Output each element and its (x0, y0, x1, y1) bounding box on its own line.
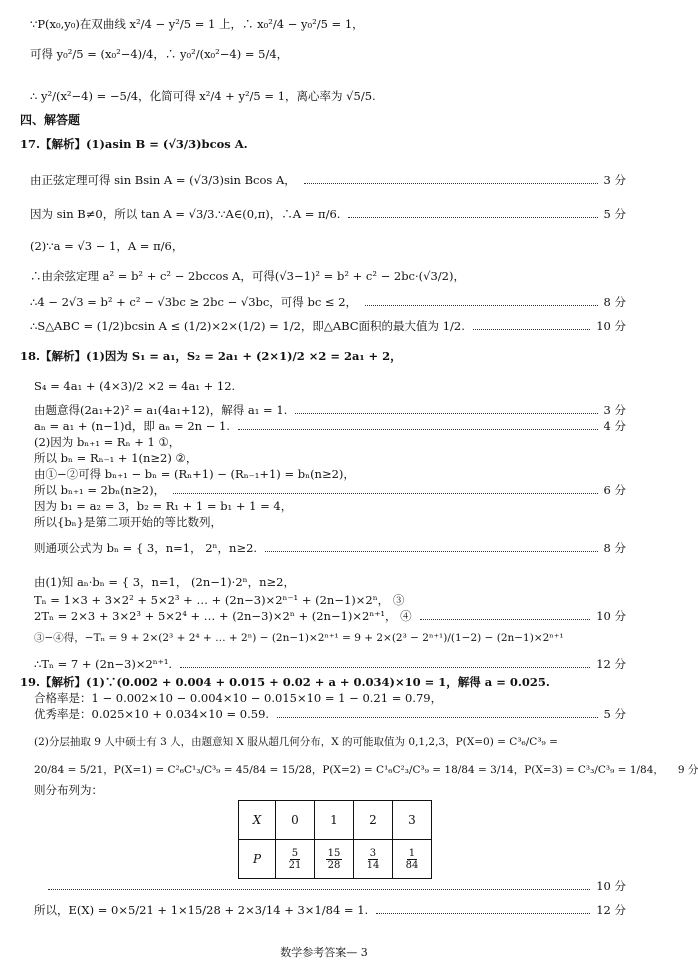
q19-probabilities: 20/84 = 5/21，P(X=1) = C²₆C¹₃/C³₉ = 45/84 = 15/28，P(X=2) = C¹₆C²₃/C³₉ = 18/84 = 3/14，P(X=3) = C³₃/C³₉ = 1/84， (34, 764, 664, 776)
x-header-cell: X (239, 801, 276, 840)
q19-line-6: 则分布列为： (34, 783, 103, 797)
q17-max-area: ∴S△ABC = (1/2)bcsin A ≤ (1/2)×2×(1/2) = 1/2，即△ABC面积的最大值为 1/2. (30, 319, 465, 333)
q19-line-7 (34, 902, 626, 918)
q19-line-1 (20, 674, 626, 690)
score-label: 8 分 (603, 295, 626, 309)
q19-expectation: 所以，E(X) = 0×5/21 + 1×15/28 + 2×3/14 + 3×1/84 = 1. (34, 903, 369, 917)
dot-leader (48, 888, 590, 890)
dot-leader (304, 182, 598, 184)
dot-leader (420, 618, 591, 620)
q18-line-14 (34, 608, 626, 624)
line-eccentricity: ∴ y²/(x²−4) = −5/4，化简可得 x²/4 + y²/5 = 1，离心率为 √5/5. (30, 89, 376, 103)
dot-leader (473, 328, 590, 330)
q18-line-3 (34, 402, 626, 418)
q17-statement: 17.【解析】(1)asin B = (√3/3)bcos A. (20, 137, 248, 151)
q18-line-5: (2)因为 bₙ₊₁ = Rₙ + 1 ①， (34, 435, 181, 449)
p-denominator: 21 (288, 859, 302, 871)
q18-line-2: S₄ = 4a₁ + (4×3)/2 ×2 = 4a₁ + 12. (34, 379, 236, 393)
q19-line-2: 合格率是：1 − 0.002×10 − 0.004×10 − 0.015×10 = 1 − 0.21 = 0.79， (34, 691, 443, 705)
section-title: 四、解答题 (20, 113, 81, 127)
q17-line-5: ∴由余弦定理 a² = b² + c² − 2bccos A，可得(√3−1)² = b² + c² − 2bc·(√3/2)， (30, 269, 465, 283)
x-value-cell: 2 (354, 801, 393, 840)
q18-tn-result: ∴Tₙ = 7 + (2n−3)×2ⁿ⁺¹. (34, 657, 173, 671)
q18-line-16 (34, 656, 626, 672)
table-row (239, 840, 432, 879)
score-label: 6 分 (603, 483, 626, 497)
q17-sine-law: 由正弦定理可得 sin Bsin A = (√3/3)sin Bcos A， (30, 173, 296, 187)
dot-leader (173, 492, 597, 494)
score-label: 12 分 (596, 657, 626, 671)
q18-2tn: 2Tₙ = 2×3 + 3×2³ + 5×2⁴ + … + (2n−3)×2ⁿ + (2n−1)×2ⁿ⁺¹， ④ (34, 609, 412, 623)
q18-line-13: Tₙ = 1×3 + 3×2² + 5×2³ + … + (2n−3)×2ⁿ⁻¹ + (2n−1)×2ⁿ， ③ (34, 593, 405, 607)
q18-bn-formula: 则通项公式为 bₙ = { 3，n=1， 2ⁿ，n≥2. (34, 541, 258, 555)
dot-leader (365, 304, 597, 306)
q18-line-10: 所以{bₙ}是第二项开始的等比数列， (34, 515, 222, 529)
p-value-cell (315, 840, 354, 879)
q18-statement: 18.【解析】(1)因为 S₁ = a₁，S₂ = 2a₁ + (2×1)/2 ×2 = 2a₁ + 2， (20, 349, 402, 363)
score-label: 3 分 (603, 173, 626, 187)
q17-line-4: (2)∵a = √3 − 1，A = π/6， (30, 239, 184, 253)
dot-leader (295, 412, 597, 414)
q17-inequality: ∴4 − 2√3 = b² + c² − √3bc ≥ 2bc − √3bc，可得 bc ≤ 2， (30, 295, 358, 309)
x-value-cell: 1 (315, 801, 354, 840)
dot-leader (277, 716, 597, 718)
score-label: 5 分 (603, 207, 626, 221)
score-label: 9 分 (677, 764, 698, 776)
q19-excellent-rate: 优秀率是：0.025×10 + 0.034×10 = 0.59. (34, 707, 270, 721)
dot-leader (238, 428, 598, 430)
p-value-cell (354, 840, 393, 879)
q18-recurrence: 所以 bₙ₊₁ = 2bₙ(n≥2)， (34, 483, 166, 497)
x-value-cell: 3 (393, 801, 432, 840)
p-numerator: 1 (408, 847, 416, 859)
score-label: 8 分 (603, 541, 626, 555)
dot-leader (376, 912, 590, 914)
q18-solve-a1: 由题意得(2a₁+2)² = a₁(4a₁+12)，解得 a₁ = 1. (34, 403, 288, 417)
p-denominator: 84 (405, 859, 419, 871)
q19-table-score-line (30, 878, 626, 894)
q18-line-15: ③−④得，−Tₙ = 9 + 2×(2³ + 2⁴ + … + 2ⁿ) − (2n−1)×2ⁿ⁺¹ = 9 + 2×(2³ − 2ⁿ⁺¹)/(1−2) − (2n−1)×2ⁿ⁺¹ (34, 632, 564, 644)
q17-line-2 (30, 172, 626, 188)
p-value-cell (276, 840, 315, 879)
dot-leader (348, 216, 597, 218)
p-value-cell (393, 840, 432, 879)
table-row (239, 801, 432, 840)
q18-line-4 (34, 418, 626, 434)
p-denominator: 28 (327, 859, 341, 871)
q19-line-4: (2)分层抽取 9 人中硕士有 3 人，由题意知 X 服从超几何分布，X 的可能取值为 0,1,2,3，P(X=0) = C³₆/C³₉ = (34, 736, 558, 748)
score-label: 10 分 (596, 319, 626, 333)
p-denominator: 14 (366, 859, 380, 871)
q17-line-1 (20, 136, 626, 152)
score-label: 10 分 (596, 879, 626, 893)
x-value-cell: 0 (276, 801, 315, 840)
q18-line-11 (34, 540, 626, 556)
q18-line-9: 因为 b₁ = a₂ = 3，b₂ = R₁ + 1 = b₁ + 1 = 4， (34, 499, 293, 513)
p-numerator: 15 (327, 847, 341, 859)
q17-line-7 (30, 318, 626, 334)
line-derive-ratio: 可得 y₀²/5 = (x₀²−4)/4，∴ y₀²/(x₀²−4) = 5/4， (30, 47, 289, 61)
dot-leader (265, 550, 597, 552)
score-label: 10 分 (596, 609, 626, 623)
q18-general-term: aₙ = a₁ + (n−1)d，即 aₙ = 2n − 1. (34, 419, 230, 433)
score-label: 4 分 (603, 419, 626, 433)
q19-line-3 (34, 706, 626, 722)
q17-line-3 (30, 206, 626, 222)
q19-line-5 (34, 762, 698, 778)
p-header-cell: P (239, 840, 276, 879)
p-numerator: 5 (291, 847, 299, 859)
distribution-table (238, 800, 432, 879)
q19-statement: 19.【解析】(1)∵(0.002 + 0.004 + 0.015 + 0.02 + a + 0.034)×10 = 1，解得 a = 0.025. (20, 675, 550, 689)
q18-line-6: 所以 bₙ = Rₙ₋₁ + 1(n≥2) ②， (34, 451, 198, 465)
q18-line-7: 由①−②可得 bₙ₊₁ − bₙ = (Rₙ+1) − (Rₙ₋₁+1) = bₙ(n≥2)， (34, 467, 355, 481)
q17-tan-a: 因为 sin B≠0，所以 tan A = √3/3.∵A∈(0,π)，∴A = π/6. (30, 207, 341, 221)
q17-line-6 (30, 294, 626, 310)
q18-line-12: 由(1)知 aₙ·bₙ = { 3，n=1， (2n−1)·2ⁿ，n≥2， (34, 575, 295, 589)
q18-line-1 (20, 348, 626, 364)
page-footer: 数学参考答案— 3 (280, 946, 368, 959)
score-label: 5 分 (603, 707, 626, 721)
line-hyperbola-condition: ∵P(x₀,y₀)在双曲线 x²/4 − y²/5 = 1 上，∴ x₀²/4 − y₀²/5 = 1， (30, 17, 364, 31)
q18-line-8 (34, 482, 626, 498)
score-label: 3 分 (603, 403, 626, 417)
dot-leader (180, 666, 590, 668)
p-numerator: 3 (369, 847, 377, 859)
score-label: 12 分 (596, 903, 626, 917)
